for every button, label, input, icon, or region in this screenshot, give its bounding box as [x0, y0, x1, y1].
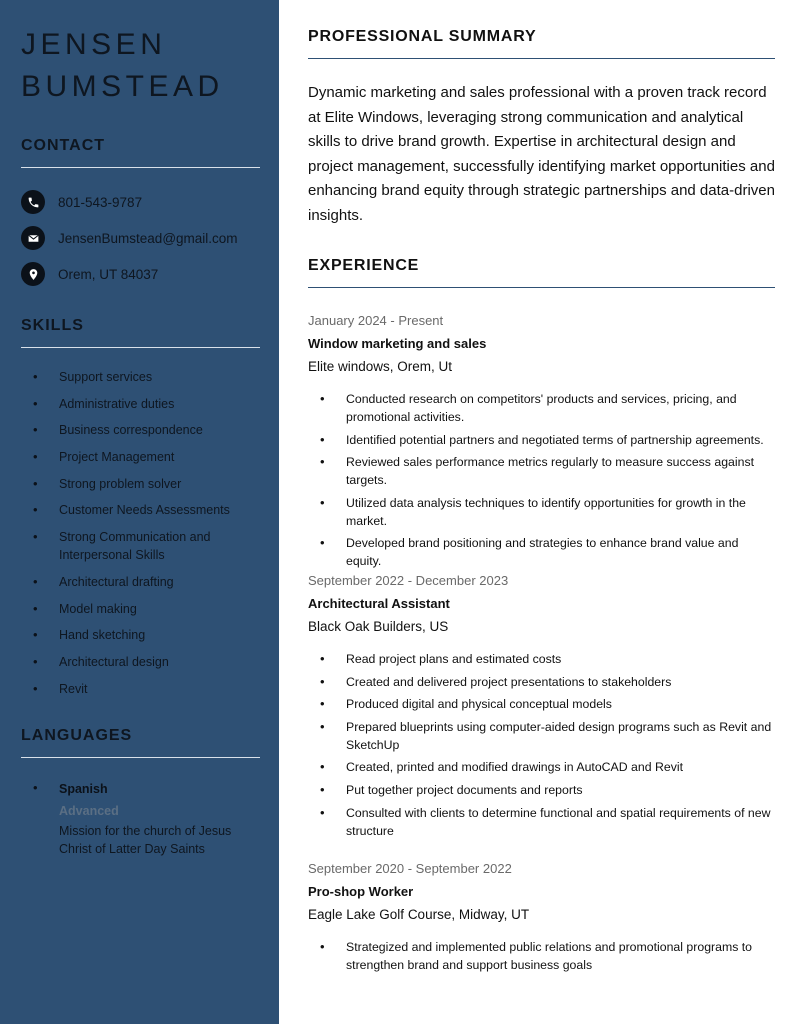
job-company: Elite windows, Orem, Ut — [308, 359, 453, 374]
sidebar — [0, 0, 279, 1024]
skills-heading: SKILLS — [21, 317, 260, 348]
skills-list — [21, 368, 266, 706]
summary-heading: PROFESSIONAL SUMMARY — [308, 28, 775, 59]
language-note: Mission for the church of Jesus Christ of Latter Day Saints — [59, 824, 232, 856]
experience-heading: EXPERIENCE — [308, 257, 775, 288]
job-bullet: • Produced digital and physical conceptual models — [308, 695, 775, 713]
job-bullet: • Strategized and implemented public relations and promotional programs to strengthen brand and support business goals — [308, 938, 775, 974]
candidate-name — [21, 24, 271, 108]
language-item — [21, 780, 266, 858]
job-bullets — [308, 390, 775, 570]
job-company: Eagle Lake Golf Course, Midway, UT — [308, 907, 530, 922]
contact-email — [21, 226, 238, 250]
job-title: Architectural Assistant — [308, 596, 450, 611]
email-link[interactable]: JensenBumstead@gmail.com — [58, 230, 238, 246]
job-entry — [308, 312, 775, 575]
last-name: BUMSTEAD — [21, 70, 224, 103]
job-bullet: • Conducted research on competitors' products and services, pricing, and promotional activities. — [308, 390, 775, 426]
job-dates: September 2020 - September 2022 — [308, 861, 512, 876]
job-bullets — [308, 650, 775, 840]
job-dates: January 2024 - Present — [308, 313, 444, 328]
skill-item: • Architectural design — [21, 653, 266, 671]
job-bullet: • Consulted with clients to determine functional and spatial requirements of new structure — [308, 804, 775, 840]
job-bullet: • Read project plans and estimated costs — [308, 650, 775, 668]
job-bullet: • Created and delivered project presentations to stakeholders — [308, 673, 775, 691]
skill-item: • Strong problem solver — [21, 475, 266, 493]
skill-item: • Architectural drafting — [21, 573, 266, 591]
job-bullet: • Prepared blueprints using computer-aided design programs such as Revit and SketchUp — [308, 718, 775, 754]
job-entry — [308, 572, 775, 844]
job-bullet: • Utilized data analysis techniques to identify opportunities for growth in the market. — [308, 494, 775, 530]
job-entry — [308, 860, 775, 979]
location-text: Orem, UT 84037 — [58, 266, 159, 282]
language-name: • Spanish — [59, 782, 108, 796]
job-company: Black Oak Builders, US — [308, 619, 449, 634]
skill-item: • Hand sketching — [21, 626, 266, 644]
job-bullet: • Identified potential partners and negotiated terms of partnership agreements. — [308, 431, 775, 449]
job-bullets — [308, 938, 775, 974]
languages-heading: LANGUAGES — [21, 727, 260, 758]
skill-item: • Model making — [21, 600, 266, 618]
skill-item: • Project Management — [21, 448, 266, 466]
contact-location — [21, 262, 158, 286]
skill-item: • Customer Needs Assessments — [21, 501, 266, 519]
skill-item: • Administrative duties — [21, 395, 266, 413]
job-bullet: • Created, printed and modified drawings in AutoCAD and Revit — [308, 758, 775, 776]
first-name: JENSEN — [21, 28, 167, 61]
phone-icon — [21, 190, 45, 214]
location-icon — [21, 262, 45, 286]
job-title: Window marketing and sales — [308, 336, 487, 351]
languages-list — [21, 780, 266, 858]
summary-text: Dynamic marketing and sales professional with a proven track record at Elite Windows, leveraging strong communication and analytical skills to drive brand growth. Expertise in architectural design and project management, successfully identifying market opportunities and enhancing brand equity through strategic partnerships and data-driven insights. — [308, 84, 775, 224]
skill-item: • Business correspondence — [21, 421, 266, 439]
phone-text[interactable]: 801-543-9787 — [58, 194, 143, 210]
skill-item: • Support services — [21, 368, 266, 386]
contact-heading: CONTACT — [21, 137, 260, 168]
language-level: Advanced — [59, 804, 119, 818]
contact-phone — [21, 190, 142, 214]
skill-item: • Strong Communication and Interpersonal Skills — [21, 528, 266, 564]
job-title: Pro-shop Worker — [308, 884, 414, 899]
job-bullet: • Developed brand positioning and strategies to enhance brand value and equity. — [308, 534, 775, 570]
skill-item: • Revit — [21, 680, 266, 698]
job-dates: September 2022 - December 2023 — [308, 573, 509, 588]
mail-icon — [21, 226, 45, 250]
job-bullet: • Put together project documents and reports — [308, 781, 775, 799]
job-bullet: • Reviewed sales performance metrics regularly to measure success against targets. — [308, 453, 775, 489]
